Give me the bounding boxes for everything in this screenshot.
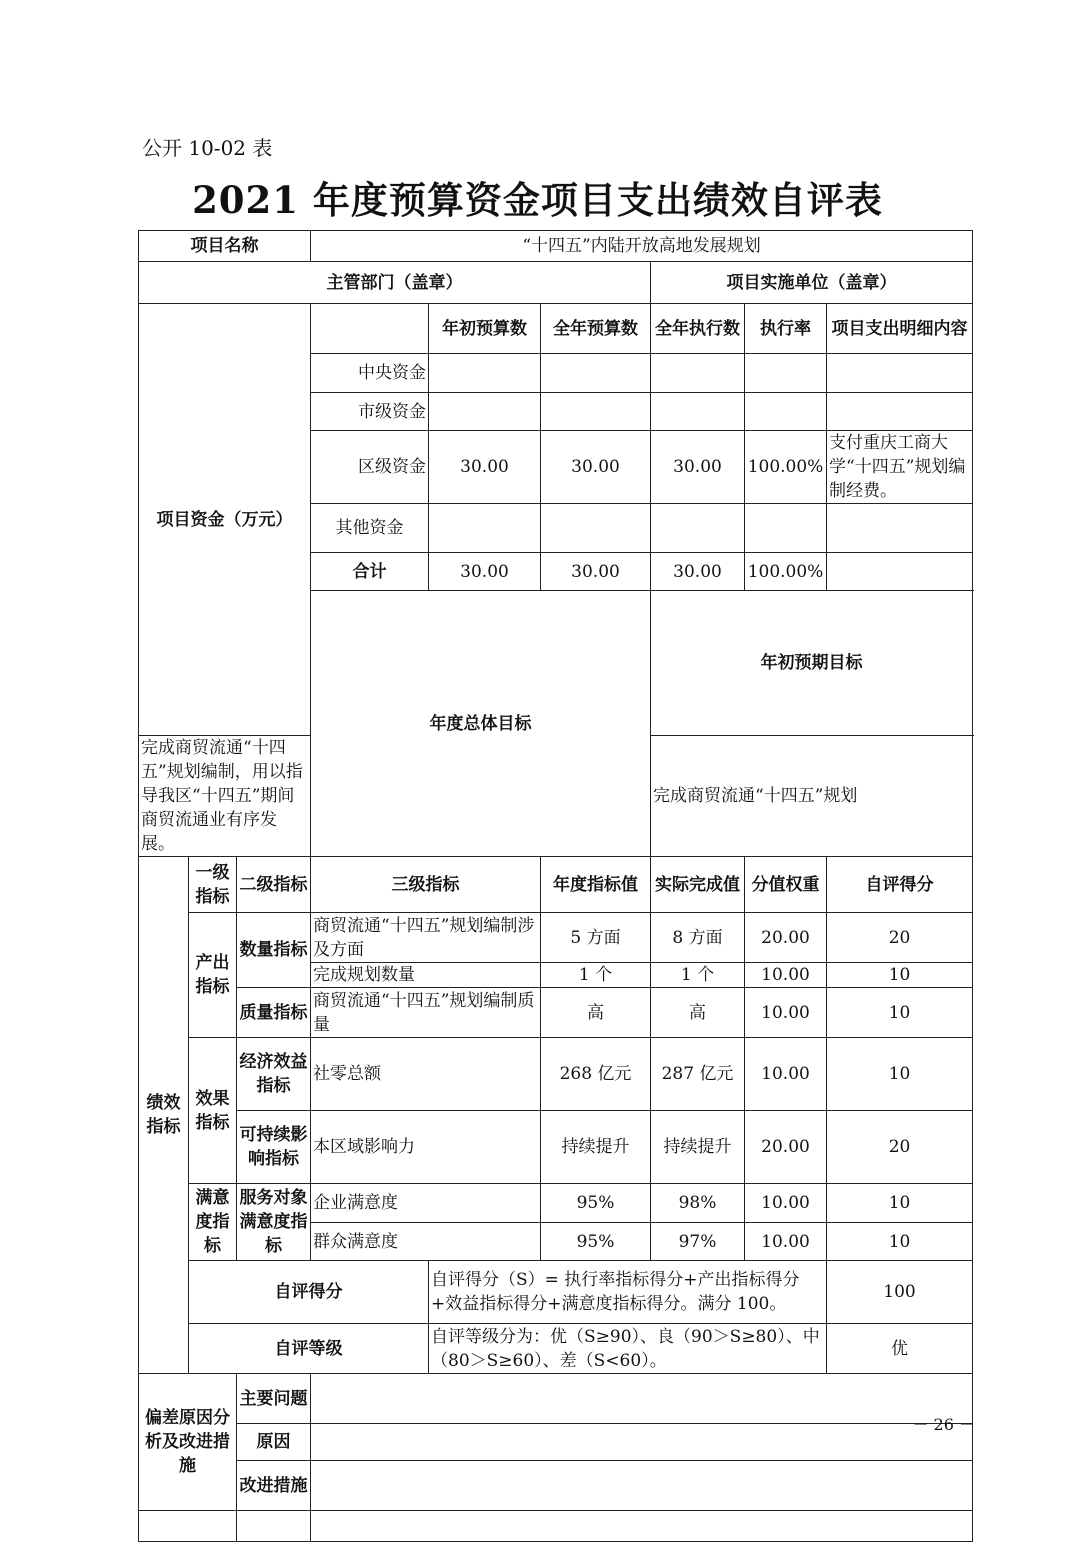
fund-detail — [827, 354, 973, 393]
indicator-name: 本区域影响力 — [311, 1111, 541, 1184]
blank-cell — [139, 1511, 237, 1542]
fund-name: 市级资金 — [311, 393, 429, 431]
document-title: 2021 年度预算资金项目支出绩效自评表 — [192, 178, 883, 222]
fund-total-label: 合计 — [311, 553, 429, 591]
indicator-target: 95% — [541, 1223, 651, 1261]
goals-actual: 完成商贸流通“十四五”规划 — [651, 736, 973, 857]
fund-name: 区级资金 — [311, 431, 429, 504]
indicator-score: 10 — [827, 1038, 973, 1111]
indicator-weight: 10.00 — [745, 988, 827, 1038]
indicator-target: 95% — [541, 1184, 651, 1223]
indicator-score: 10 — [827, 963, 973, 988]
indicator-row — [139, 913, 973, 963]
fund-rate: 100.00% — [745, 431, 827, 504]
indicator-header-weight: 分值权重 — [745, 857, 827, 913]
indicator-actual: 287 亿元 — [651, 1038, 745, 1111]
indicators-label: 绩效指标 — [139, 857, 189, 1374]
form-code: 公开 10-02 表 — [142, 136, 273, 160]
goals-expected-header: 年初预期目标 — [651, 591, 973, 736]
fund-detail: 支付重庆工商大学“十四五”规划编制经费。 — [827, 431, 973, 504]
indicator-actual: 1 个 — [651, 963, 745, 988]
fund-executed — [651, 393, 745, 431]
fund-detail — [827, 393, 973, 431]
project-name-row — [139, 231, 973, 262]
funds-header-initial: 年初预算数 — [429, 304, 541, 354]
self-score-label: 自评得分 — [189, 1261, 429, 1324]
self-score-weight-total: 100 — [827, 1261, 973, 1324]
indicator-row — [139, 988, 973, 1038]
deviation-label: 偏差原因分析及改进措施 — [139, 1374, 237, 1511]
deviation-measure-label: 改进措施 — [237, 1461, 311, 1511]
fund-total-rate: 100.00% — [745, 553, 827, 591]
funds-label: 项目资金（万元） — [139, 304, 311, 736]
project-name-label: 项目名称 — [139, 231, 311, 262]
self-score-formula: 自评得分（S）= 执行率指标得分+产出指标得分+效益指标得分+满意度指标得分。满分 100。 — [429, 1261, 827, 1324]
deviation-problem-value — [311, 1374, 973, 1424]
indicator-target: 268 亿元 — [541, 1038, 651, 1111]
deviation-measure-row — [139, 1461, 973, 1511]
indicator-actual: 98% — [651, 1184, 745, 1223]
indicator-row — [139, 1038, 973, 1111]
self-grade-value: 优 — [827, 1324, 973, 1374]
indicator-weight: 20.00 — [745, 913, 827, 963]
indicator-header-target: 年度指标值 — [541, 857, 651, 913]
indicator-name: 商贸流通“十四五”规划编制涉及方面 — [311, 913, 541, 963]
indicator-weight: 10.00 — [745, 1038, 827, 1111]
indicator-target: 高 — [541, 988, 651, 1038]
indicator-name: 企业满意度 — [311, 1184, 541, 1223]
deviation-reason-label: 原因 — [237, 1424, 311, 1461]
indicator-name: 社零总额 — [311, 1038, 541, 1111]
deviation-problem-label: 主要问题 — [237, 1374, 311, 1424]
fund-rate — [745, 393, 827, 431]
fund-annual — [541, 504, 651, 553]
indicator-score: 10 — [827, 1184, 973, 1223]
service-label: 服务对象满意度指标 — [237, 1184, 311, 1261]
funds-header-blank — [311, 304, 429, 354]
blank-cell — [311, 1511, 973, 1542]
indicator-weight: 10.00 — [745, 1184, 827, 1223]
indicator-score: 20 — [827, 913, 973, 963]
indicator-row — [139, 1111, 973, 1184]
indicator-header-level3: 三级指标 — [311, 857, 541, 913]
fund-executed: 30.00 — [651, 431, 745, 504]
fund-total-initial: 30.00 — [429, 553, 541, 591]
satisfaction-label: 满意度指标 — [189, 1184, 237, 1261]
indicator-actual: 高 — [651, 988, 745, 1038]
blank-row — [139, 1511, 973, 1542]
department-row — [139, 262, 973, 304]
self-grade-row — [139, 1324, 973, 1374]
fund-executed — [651, 504, 745, 553]
dept-label: 主管部门（盖章） — [139, 262, 651, 304]
quality-label: 质量指标 — [237, 988, 311, 1038]
fund-name: 中央资金 — [311, 354, 429, 393]
indicator-actual: 8 方面 — [651, 913, 745, 963]
self-grade-rule: 自评等级分为：优（S≥90）、良（90＞S≥80）、中（80＞S≥60）、差（S<60）。 — [429, 1324, 827, 1374]
fund-initial — [429, 504, 541, 553]
indicator-weight: 10.00 — [745, 1223, 827, 1261]
indicator-name: 商贸流通“十四五”规划编制质量 — [311, 988, 541, 1038]
self-score-row — [139, 1261, 973, 1324]
indicator-weight: 20.00 — [745, 1111, 827, 1184]
funds-header-annual: 全年预算数 — [541, 304, 651, 354]
funds-header-rate: 执行率 — [745, 304, 827, 354]
funds-header-row — [139, 304, 973, 354]
fund-total-annual: 30.00 — [541, 553, 651, 591]
indicator-weight: 10.00 — [745, 963, 827, 988]
indicators-header-row — [139, 857, 973, 913]
fund-annual — [541, 393, 651, 431]
sustain-label: 可持续影响指标 — [237, 1111, 311, 1184]
indicator-name: 群众满意度 — [311, 1223, 541, 1261]
indicator-row — [139, 1184, 973, 1223]
fund-detail — [827, 504, 973, 553]
output-label: 产出指标 — [189, 913, 237, 1038]
econ-label: 经济效益指标 — [237, 1038, 311, 1111]
indicator-header-score: 自评得分 — [827, 857, 973, 913]
project-name-value: “十四五”内陆开放高地发展规划 — [311, 231, 973, 262]
fund-total-detail — [827, 553, 973, 591]
indicator-score: 10 — [827, 1223, 973, 1261]
fund-initial — [429, 354, 541, 393]
indicator-actual: 97% — [651, 1223, 745, 1261]
performance-table — [138, 230, 973, 1542]
unit-label: 项目实施单位（盖章） — [651, 262, 973, 304]
funds-header-executed: 全年执行数 — [651, 304, 745, 354]
indicator-score: 20 — [827, 1111, 973, 1184]
page-number: － 26 － — [912, 1415, 975, 1434]
fund-rate — [745, 354, 827, 393]
indicator-target: 持续提升 — [541, 1111, 651, 1184]
goals-label: 年度总体目标 — [311, 591, 651, 857]
indicator-name: 完成规划数量 — [311, 963, 541, 988]
fund-total-executed: 30.00 — [651, 553, 745, 591]
fund-annual: 30.00 — [541, 431, 651, 504]
funds-header-detail: 项目支出明细内容 — [827, 304, 973, 354]
deviation-reason-value — [311, 1424, 973, 1461]
qty-label: 数量指标 — [237, 913, 311, 988]
deviation-problem-row — [139, 1374, 973, 1424]
deviation-measure-value — [311, 1461, 973, 1511]
indicator-target: 1 个 — [541, 963, 651, 988]
effect-label: 效果指标 — [189, 1038, 237, 1184]
indicator-actual: 持续提升 — [651, 1111, 745, 1184]
indicator-header-level2: 二级指标 — [237, 857, 311, 913]
self-grade-label: 自评等级 — [189, 1324, 429, 1374]
fund-annual — [541, 354, 651, 393]
indicator-header-actual: 实际完成值 — [651, 857, 745, 913]
indicator-header-level1: 一级指标 — [189, 857, 237, 913]
deviation-reason-row — [139, 1424, 973, 1461]
fund-name: 其他资金 — [311, 504, 429, 553]
fund-initial: 30.00 — [429, 431, 541, 504]
blank-cell — [237, 1511, 311, 1542]
fund-initial — [429, 393, 541, 431]
indicator-target: 5 方面 — [541, 913, 651, 963]
indicator-score: 10 — [827, 988, 973, 1038]
goals-expected: 完成商贸流通“十四五”规划编制，用以指导我区“十四五”期间商贸流通业有序发展。 — [139, 736, 311, 857]
fund-executed — [651, 354, 745, 393]
fund-rate — [745, 504, 827, 553]
